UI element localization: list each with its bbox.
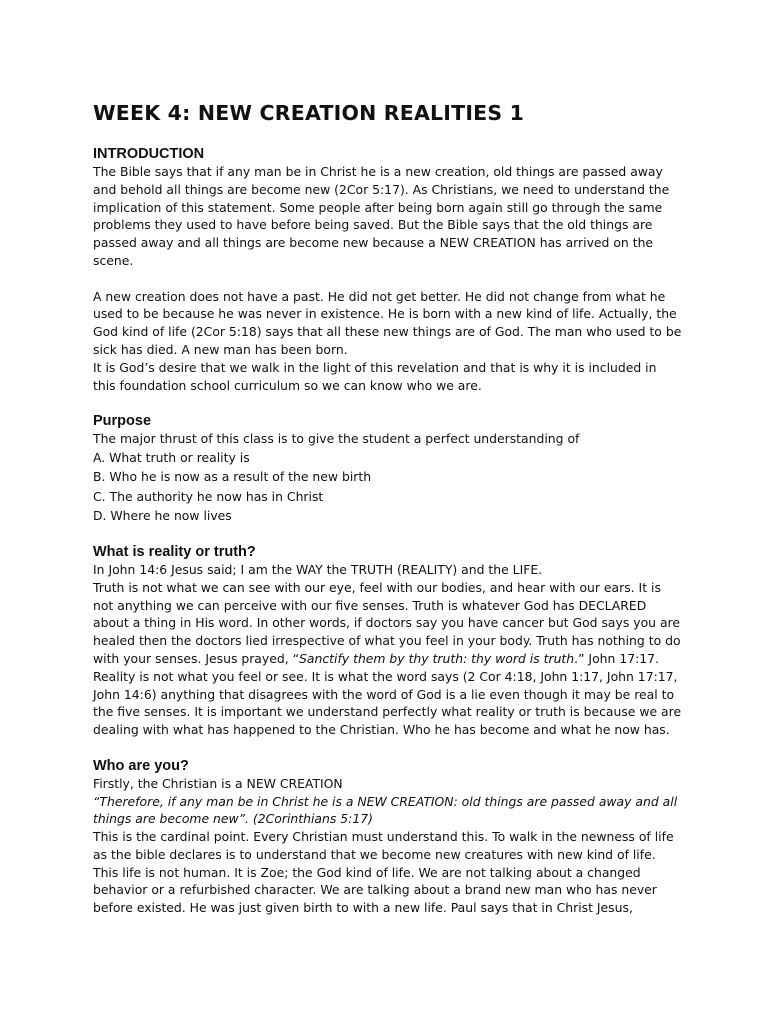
introduction-heading: INTRODUCTION: [93, 146, 205, 162]
reality-text-before-quote: Truth is not what we can see with our eye, feel with our bodies, and hear with our ears. It is not anything we can perceive with our five senses. Truth is whatever God has DECLARED about a thing in His word. In other words, if doctors say you have cancer but God says you are healed then the doctors lied irrespective of what you feel in your body. Truth has nothing to do with your senses. Jesus prayed, “: [93, 579, 681, 666]
purpose-item-d: D. Where he now lives: [93, 507, 232, 523]
purpose-item-c: C. The authority he now has in Christ: [93, 488, 324, 504]
who-paragraph-2: This is the cardinal point. Every Christian must understand this. To walk in the newness of life as the bible declares is to understand that we become new creatures with new kind of life. This life is not human. It is Zoe; the God kind of life. We are not talking about a changed behavior or a refurbished character. We are talking about a brand new man who has never before existed. He was just given birth to with a new life. Paul says that in Christ Jesus,: [93, 829, 674, 916]
reality-scripture-quote: Sanctify them by thy truth: thy word is truth: [299, 650, 575, 666]
reality-paragraph-1: In John 14:6 Jesus said; I am the WAY the TRUTH (REALITY) and the LIFE.: [93, 561, 543, 577]
who-paragraph-1: Firstly, the Christian is a NEW CREATION: [93, 775, 343, 791]
purpose-item-a: A. What truth or reality is: [93, 449, 250, 465]
introduction-section: [93, 145, 683, 394]
purpose-section: [93, 412, 683, 525]
who-section: [93, 757, 683, 917]
reality-heading: What is reality or truth?: [93, 543, 256, 560]
reality-text-after-quote: .” John 17:17. Reality is not what you feel or see. It is what the word says (2 Cor 4:18, John 1:17, John 17:17, John 14:6) anything that disagrees with the word of God is a lie even though it may be real to the five senses. It is important we understand perfectly what reality or truth is because we are dealing with what has happened to the Christian. Who he has become and what he now has.: [93, 650, 682, 738]
who-quote-text: “Therefore, if any man be in Christ he is a NEW CREATION: old things are passed away and all things are become new”. (2Corinthians 5:17): [93, 793, 678, 827]
document-page: [93, 100, 683, 917]
introduction-paragraph-3: It is God’s desire that we walk in the light of this revelation and that is why it is included in this foundation school curriculum so we can know who we are.: [93, 359, 657, 393]
who-heading: Who are you?: [93, 757, 189, 774]
purpose-heading: Purpose: [93, 413, 152, 430]
who-scripture-quote: [93, 793, 683, 829]
document-title: WEEK 4: NEW CREATION REALITIES 1: [93, 101, 525, 125]
purpose-item-b: B. Who he is now as a result of the new birth: [93, 469, 372, 485]
introduction-paragraph-1: The Bible says that if any man be in Christ he is a new creation, old things are passed away and behold all things are become new (2Cor 5:17). As Christians, we need to understand the implication of this statement. Some people after being born again still go through the same problems they used to have before being saved. But the Bible says that the old things are passed away and all things are become new because a NEW CREATION has arrived on the scene.: [93, 164, 670, 268]
reality-section: [93, 543, 683, 739]
reality-paragraph-2: [93, 579, 683, 739]
introduction-paragraph-2: A new creation does not have a past. He did not get better. He did not change from what he used to be because he was never in existence. He is born with a new kind of life. Actually, the God kind of life (2Cor 5:18) says that all these new things are of God. The man who used to be sick has died. A new man has been born.: [93, 288, 682, 357]
purpose-intro: The major thrust of this class is to give the student a perfect understanding of: [93, 431, 580, 447]
